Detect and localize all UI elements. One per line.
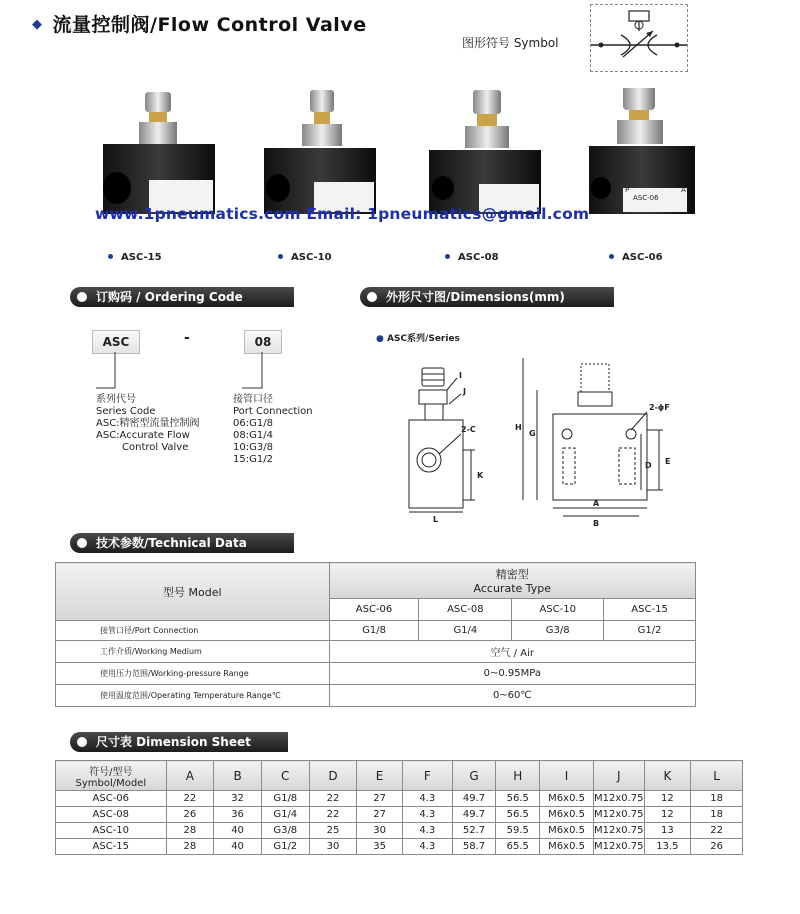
dim-label-i: I: [459, 371, 462, 380]
dim-label-e: E: [665, 457, 671, 466]
diamond-icon: ◆: [32, 17, 43, 32]
ordering-code-header: 订购码 / Ordering Code: [70, 287, 294, 307]
bullet-icon: [108, 254, 113, 259]
table-row: [56, 839, 743, 855]
temperature-label: 使用温度范围/Operating Temperature Range℃: [56, 685, 330, 707]
table-cell: G1/2: [261, 839, 309, 855]
dimension-drawing: [395, 350, 695, 530]
dim-label-g: G: [529, 429, 536, 438]
dim-label-f: 2-ϕF: [649, 403, 670, 412]
table-cell: 49.7: [452, 791, 496, 807]
table-cell: 4.3: [402, 823, 452, 839]
table-cell: 22: [309, 807, 357, 823]
table-cell: 27: [357, 791, 403, 807]
table-cell: M6x0.5: [540, 839, 594, 855]
bullet-icon: [445, 254, 450, 259]
medium-label: 工作介质/Working Medium: [56, 641, 330, 663]
col-header-h: H: [496, 761, 540, 791]
table-cell: G3/8: [261, 823, 309, 839]
table-cell: 4.3: [402, 807, 452, 823]
table-cell: 56.5: [496, 807, 540, 823]
col-header-i: I: [540, 761, 594, 791]
dim-label-k: K: [477, 471, 484, 480]
col-header-b: B: [214, 761, 262, 791]
code-port-box: 08: [244, 330, 282, 354]
ordering-leader-lines: [90, 352, 290, 396]
port-connection-legend: 接管口径 Port Connection 06:G1/8 08:G1/4 10:G3/8 15:G1/2: [233, 394, 313, 465]
table-cell: 27: [357, 807, 403, 823]
table-cell: 13: [644, 823, 691, 839]
table-cell: 30: [309, 839, 357, 855]
table-cell: M6x0.5: [540, 807, 594, 823]
table-cell: 59.5: [496, 823, 540, 839]
col-header-e: E: [357, 761, 403, 791]
port-cell: G1/8: [329, 621, 419, 641]
table-cell: 22: [166, 791, 214, 807]
col-header-f: F: [402, 761, 452, 791]
dim-label-a: A: [593, 499, 600, 508]
model-cell: ASC-08: [419, 599, 512, 621]
table-row: [56, 807, 743, 823]
table-cell: M12x0.75: [593, 839, 644, 855]
model-header: 型号 Model: [56, 563, 330, 621]
table-cell: 4.3: [402, 791, 452, 807]
port-label: 接管口径/Port Connection: [56, 621, 330, 641]
model-cell: ASC-06: [329, 599, 419, 621]
table-cell: 28: [166, 823, 214, 839]
port-cell: G1/2: [604, 621, 696, 641]
table-cell: 56.5: [496, 791, 540, 807]
port-cell: G3/8: [512, 621, 604, 641]
table-cell: 22: [691, 823, 743, 839]
table-cell: ASC-15: [56, 839, 167, 855]
table-cell: 49.7: [452, 807, 496, 823]
dim-label-h: H: [515, 423, 522, 432]
type-header: 精密型 Accurate Type: [329, 563, 695, 599]
table-cell: 13.5: [644, 839, 691, 855]
table-cell: 22: [309, 791, 357, 807]
series-code-legend: 系列代号 Series Code ASC:精密型流量控制阀 ASC:Accurate Flow Control Valve: [96, 394, 200, 453]
flow-control-symbol-icon: [591, 5, 687, 71]
table-cell: ASC-08: [56, 807, 167, 823]
product-plate-p: P: [625, 186, 630, 194]
medium-value: 空气 / Air: [329, 641, 695, 663]
table-cell: M12x0.75: [593, 823, 644, 839]
table-cell: 40: [214, 839, 262, 855]
technical-data-header: 技术参数/Technical Data: [70, 533, 294, 553]
table-cell: 65.5: [496, 839, 540, 855]
product-plate-model: ASC-06: [633, 194, 659, 202]
symbol-label: 图形符号 Symbol: [462, 36, 559, 50]
product-label-asc-06: ASC-06: [609, 252, 663, 263]
col-header-d: D: [309, 761, 357, 791]
temperature-value: 0~60℃: [329, 685, 695, 707]
table-cell: 26: [166, 807, 214, 823]
col-header-a: A: [166, 761, 214, 791]
table-cell: ASC-06: [56, 791, 167, 807]
symbol-model-header: 符号/型号 Symbol/Model: [56, 761, 167, 791]
table-cell: 12: [644, 791, 691, 807]
dimensions-header: 外形尺寸图/Dimensions(mm): [360, 287, 614, 307]
table-cell: M6x0.5: [540, 823, 594, 839]
col-header-k: K: [644, 761, 691, 791]
col-header-c: C: [261, 761, 309, 791]
table-cell: 35: [357, 839, 403, 855]
table-cell: 12: [644, 807, 691, 823]
code-prefix-box: ASC: [92, 330, 140, 354]
table-cell: M12x0.75: [593, 791, 644, 807]
table-row: [56, 823, 743, 839]
table-row: [56, 791, 743, 807]
col-header-l: L: [691, 761, 743, 791]
table-cell: 30: [357, 823, 403, 839]
product-plate-a: A: [681, 186, 686, 194]
table-cell: 25: [309, 823, 357, 839]
table-cell: 18: [691, 791, 743, 807]
dim-label-d: D: [645, 461, 652, 470]
table-cell: 18: [691, 807, 743, 823]
page-title: ◆ 流量控制阀/Flow Control Valve: [32, 14, 367, 36]
product-label-asc-15: ASC-15: [108, 252, 162, 263]
dimension-sheet-header: 尺寸表 Dimension Sheet: [70, 732, 288, 752]
valve-symbol: [590, 4, 688, 72]
dim-label-c: 2-C: [461, 425, 476, 434]
table-cell: 32: [214, 791, 262, 807]
table-cell: 40: [214, 823, 262, 839]
bullet-icon: [609, 254, 614, 259]
model-cell: ASC-15: [604, 599, 696, 621]
dim-label-b: B: [593, 519, 600, 528]
table-cell: 26: [691, 839, 743, 855]
product-asc-06-image: [585, 88, 710, 228]
table-cell: M12x0.75: [593, 807, 644, 823]
port-cell: G1/4: [419, 621, 512, 641]
table-cell: G1/8: [261, 791, 309, 807]
bullet-icon: ●: [376, 334, 384, 344]
table-cell: 36: [214, 807, 262, 823]
series-label: ● ASC系列/Series: [376, 334, 460, 344]
product-label-asc-08: ASC-08: [445, 252, 499, 263]
technical-data-table: [55, 562, 696, 707]
product-label-asc-10: ASC-10: [278, 252, 332, 263]
dim-label-j: J: [463, 387, 466, 396]
code-dash: -: [184, 330, 190, 346]
table-cell: M6x0.5: [540, 791, 594, 807]
pressure-value: 0~0.95MPa: [329, 663, 695, 685]
watermark-text: www.1pneumatics.com Email: 1pneumatics@gmail.com: [95, 205, 590, 223]
col-header-g: G: [452, 761, 496, 791]
col-header-j: J: [593, 761, 644, 791]
bullet-icon: [278, 254, 283, 259]
model-cell: ASC-10: [512, 599, 604, 621]
table-cell: 28: [166, 839, 214, 855]
table-cell: G1/4: [261, 807, 309, 823]
table-cell: 4.3: [402, 839, 452, 855]
table-cell: 58.7: [452, 839, 496, 855]
dimension-sheet-table: [55, 760, 743, 855]
pressure-label: 使用压力范围/Working-pressure Range: [56, 663, 330, 685]
table-cell: 52.7: [452, 823, 496, 839]
dim-label-l: L: [433, 515, 439, 524]
table-cell: ASC-10: [56, 823, 167, 839]
